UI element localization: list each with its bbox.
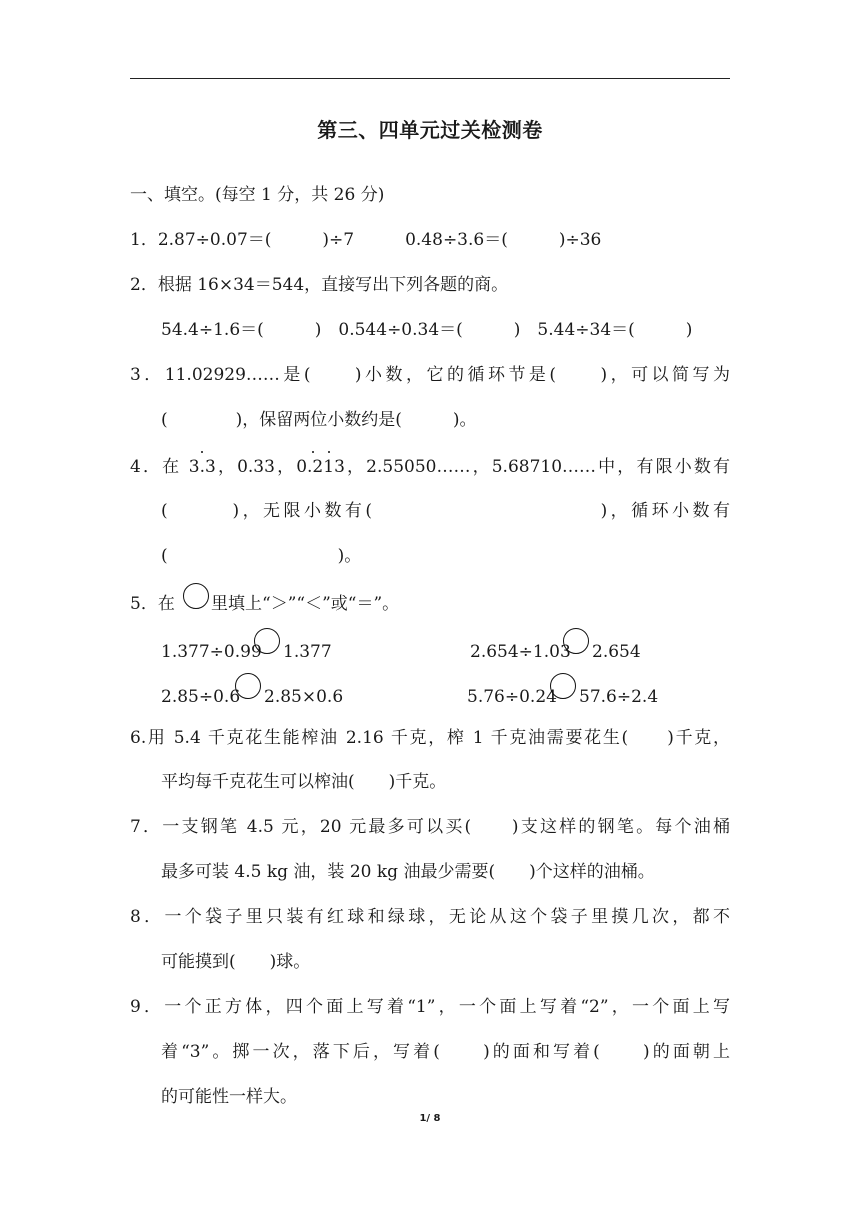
question-6-line-2: 平均每千克花生可以榨油( )千克。 <box>161 772 447 792</box>
circle-icon <box>183 583 209 609</box>
question-9-line-2: 着“3”。掷一次，落下后，写着( )的面和写着( )的面朝上 <box>161 1042 730 1062</box>
compare-left: 5.76÷0.24 <box>467 687 557 707</box>
page-title: 第三、四单元过关检测卷 <box>317 118 543 142</box>
question-6-line-1: 6.用 5.4 千克花生能榨油 2.16 千克，榨 1 千克油需要花生( )千克， <box>130 728 730 748</box>
page-number: 1/ 8 <box>419 1113 441 1124</box>
compare-right: 2.654 <box>592 642 641 662</box>
repeat-dot <box>201 451 203 453</box>
circle-icon <box>254 628 280 654</box>
repeat-dot <box>328 451 330 453</box>
header-rule <box>130 78 730 79</box>
question-3-line-1: 3．11.02929……是( )小数，它的循环节是( )，可以简写为 <box>130 365 730 385</box>
section-heading: 一、填空。(每空 1 分，共 26 分) <box>130 185 385 205</box>
question-4-line-1: 4．在 3.3，0.33，0.213，2.55050……，5.68710……中，有限小数有 <box>130 457 730 477</box>
question-7-line-1: 7．一支钢笔 4.5 元，20 元最多可以买( )支这样的钢笔。每个油桶 <box>130 817 730 837</box>
question-5-prefix: 5．在 <box>130 594 175 614</box>
compare-right: 1.377 <box>283 642 332 662</box>
circle-icon <box>550 673 576 699</box>
question-9-line-1: 9．一个正方体，四个面上写着“1”，一个面上写着“2”，一个面上写 <box>130 997 730 1017</box>
compare-left: 2.654÷1.03 <box>470 642 571 662</box>
circle-icon <box>563 628 589 654</box>
question-5-suffix: 里填上“＞”“＜”或“＝”。 <box>211 594 400 614</box>
compare-right: 2.85×0.6 <box>264 687 344 707</box>
question-3-line-2: ( )，保留两位小数约是( )。 <box>161 410 477 430</box>
question-2-line-2: 54.4÷1.6＝( ) 0.544÷0.34＝( ) 5.44÷34＝( ) <box>161 320 693 340</box>
compare-right: 57.6÷2.4 <box>579 687 659 707</box>
question-8-line-1: 8．一个袋子里只装有红球和绿球，无论从这个袋子里摸几次，都不 <box>130 907 730 927</box>
question-9-line-3: 的可能性一样大。 <box>161 1087 297 1107</box>
question-4-line-2: ( )，无限小数有( )，循环小数有 <box>161 501 730 521</box>
compare-left: 2.85÷0.6 <box>161 687 241 707</box>
compare-left: 1.377÷0.99 <box>161 642 262 662</box>
question-2-line-1: 2．根据 16×34＝544，直接写出下列各题的商。 <box>130 275 509 295</box>
circle-icon <box>235 673 261 699</box>
question-8-line-2: 可能摸到( )球。 <box>161 952 311 972</box>
question-7-line-2: 最多可装 4.5 kg 油，装 20 kg 油最少需要( )个这样的油桶。 <box>161 862 655 882</box>
question-4-line-3: ( )。 <box>161 546 362 566</box>
question-1: 1．2.87÷0.07＝( )÷7 0.48÷3.6＝( )÷36 <box>130 230 602 250</box>
repeat-dot <box>312 451 314 453</box>
